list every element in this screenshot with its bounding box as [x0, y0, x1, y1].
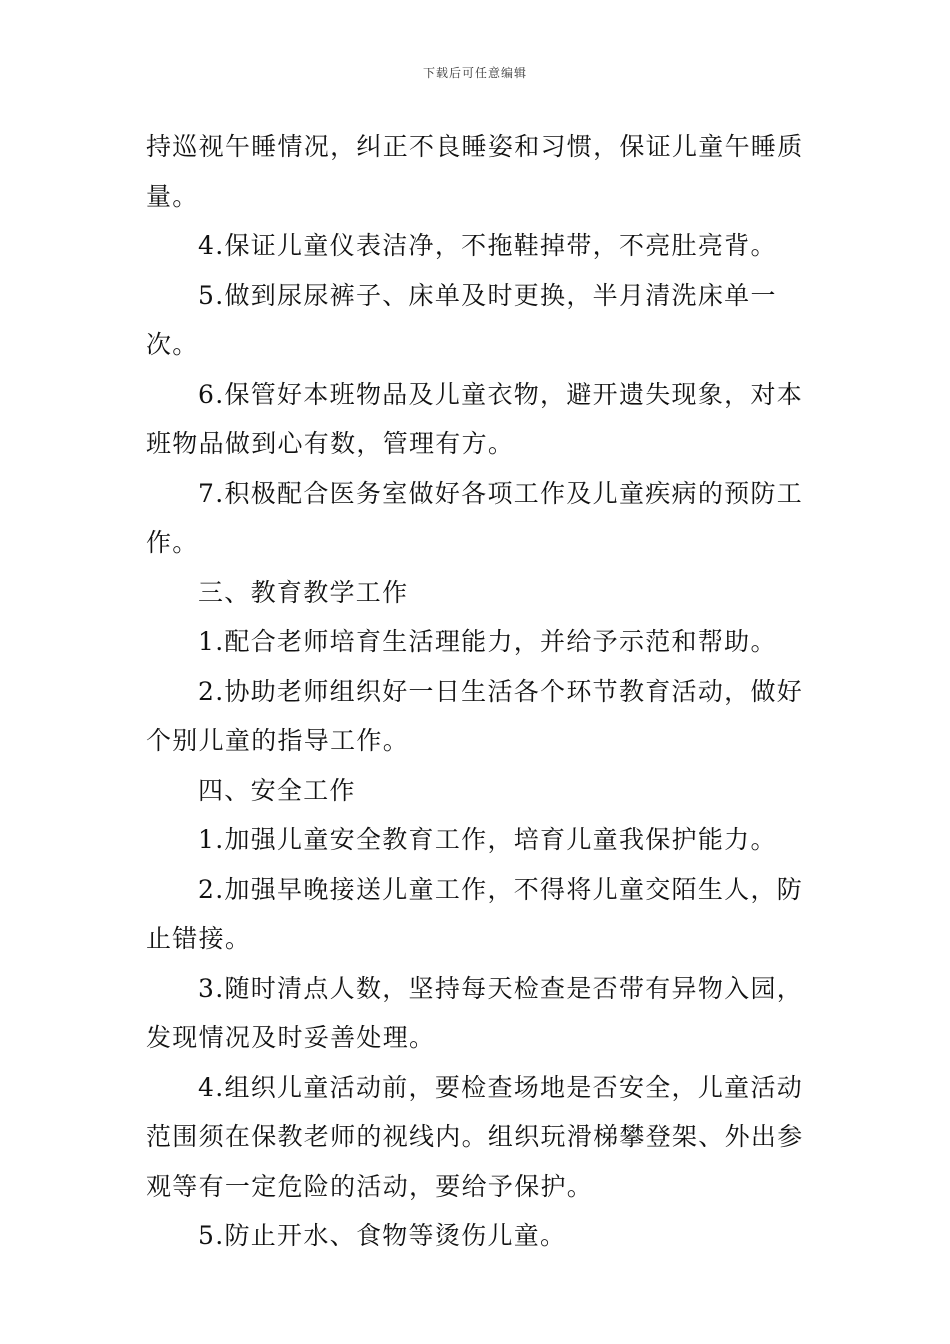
list-item-safety-2: 2.加强早晚接送儿童工作，不得将儿童交陌生人，防止错接。 — [146, 874, 804, 953]
paragraph-continuation: 持巡视午睡情况，纠正不良睡姿和习惯，保证儿童午睡质量。 — [146, 132, 804, 211]
list-item-hygiene-7: 7.积极配合医务室做好各项工作及儿童疾病的预防工作。 — [146, 478, 804, 557]
list-item-education-1: 1.配合老师培育生活理能力，并给予示范和帮助。 — [198, 627, 777, 656]
section-heading-safety: 四、安全工作 — [198, 775, 356, 805]
list-item-hygiene-4: 4.保证儿童仪表洁净，不拖鞋掉带，不亮肚亮背。 — [198, 231, 777, 260]
list-item-safety-4: 4.组织儿童活动前，要检查场地是否安全，儿童活动范围须在保教老师的视线内。组织玩滑梯攀登架、外出参观等有一定危险的活动，要给予保护。 — [146, 1072, 804, 1201]
list-item-safety-3: 3.随时清点人数，坚持每天检查是否带有异物入园，发现情况及时妥善处理。 — [146, 973, 804, 1052]
document-body — [146, 122, 810, 1261]
section-heading-education: 三、教育教学工作 — [198, 577, 409, 607]
list-item-safety-1: 1.加强儿童安全教育工作，培育儿童我保护能力。 — [198, 825, 777, 854]
list-item-safety-5: 5.防止开水、食物等烫伤儿童。 — [198, 1221, 567, 1250]
page-header: 下载后可任意编辑 — [422, 66, 527, 80]
list-item-hygiene-5: 5.做到尿尿裤子、床单及时更换，半月清洗床单一次。 — [146, 280, 777, 359]
list-item-education-2: 2.协助老师组织好一日生活各个环节教育活动，做好个别儿童的指导工作。 — [146, 676, 804, 755]
list-item-hygiene-6: 6.保管好本班物品及儿童衣物，避开遗失现象，对本班物品做到心有数，管理有方。 — [146, 379, 804, 458]
